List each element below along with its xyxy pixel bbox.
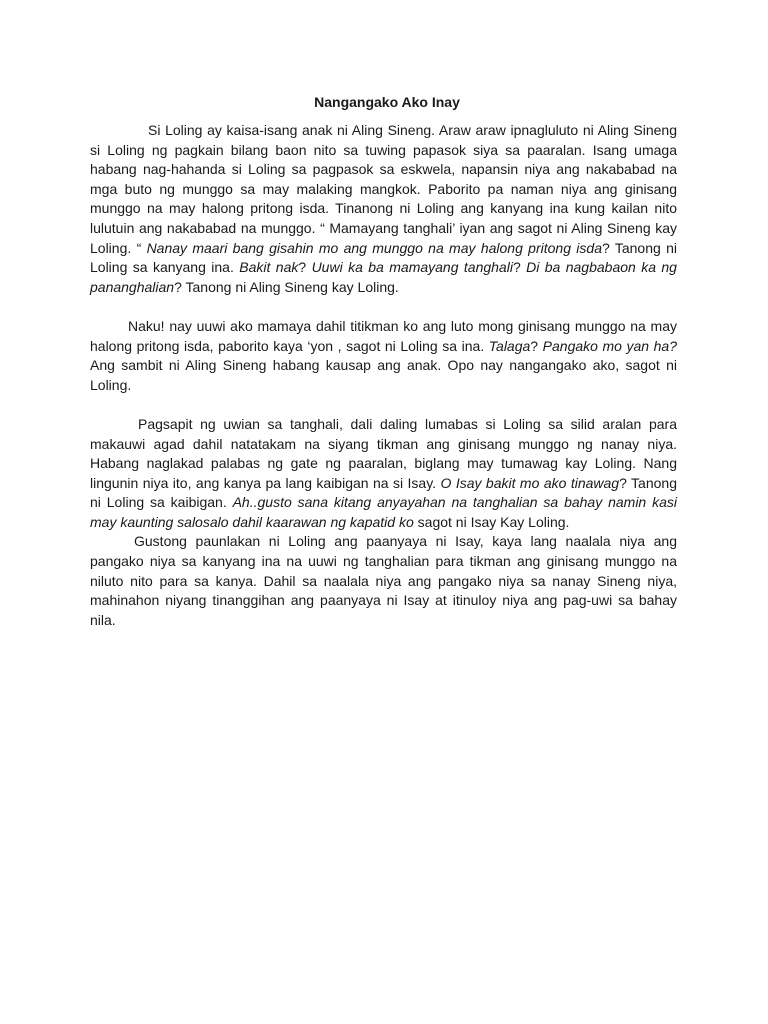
paragraph-2-text-e: Ang sambit ni Aling Sineng habang kausap ang anak. Opo nay nangangako ako, sagot ni Loling. xyxy=(90,357,677,393)
paragraph-2-italic-d: Pangako mo yan ha? xyxy=(542,337,677,354)
paragraph-2-text-c: ? xyxy=(530,337,543,354)
paragraph-1-text-i: ? Tanong ni Aling Sineng kay Loling. xyxy=(174,278,399,295)
paragraph-1-italic-f: Uuwi ka ba mamayang tanghali xyxy=(311,259,513,276)
paragraph-1-italic-d: Bakit nak xyxy=(239,259,299,276)
paragraph-1-text-g: ? xyxy=(512,259,527,276)
document-title: Nangangako Ako Inay xyxy=(314,94,460,110)
paragraph-2-text-a: Naku! nay uuwi ako mamaya dahil titikman ko ang luto mong ginisang munggo na may halong pritong isda, paborito kaya ‘yon , sagot ni Loling sa ina. xyxy=(90,317,677,354)
document-body xyxy=(90,121,677,630)
paragraph-1-text-c: ? Tanong ni Loling sa kanyang ina. xyxy=(90,239,677,276)
paragraph-3-text-e: sagot ni Isay Kay Loling. xyxy=(413,513,570,530)
paragraph-1-italic-b: Nanay maari bang gisahin mo ang munggo na may halong pritong isda xyxy=(146,239,602,256)
paragraph-1 xyxy=(90,121,677,297)
paragraph-1-italic-h: Di ba nagbabaon ka ng pananghalian xyxy=(90,259,677,295)
paragraph-4: Gustong paunlakan ni Loling ang paanyaya ni Isay, kaya lang naalala niya ang pangako niya sa kanyang ina na uuwi ng tanghalian para tikman ang ginisang munggo na niluto nito para sa kanya. Dahil sa naalala niya ang pangako niya sa nanay Sineng niya, mahinahon niyang tinanggihan ang paanyaya ni Isay at itinuloy niya ang pag-uwi sa bahay nila. xyxy=(90,533,677,628)
paragraph-1-text-e: ? xyxy=(298,259,312,276)
paragraph-3-text-a: Pagsapit ng uwian sa tanghali, dali daling lumabas si Loling sa silid aralan para makauwi agad dahil natatakam na siyang tikman ang ginisang munggo ng nanay niya. Habang naglakad palabas ng gate ng paaralan, biglang may tumawag kay Loling. Nang lingunin niya ito, ang kanya pa lang kaibigan na si Isay. xyxy=(90,415,677,491)
paragraph-spacer xyxy=(90,297,677,317)
paragraph-1-text-a: Si Loling ay kaisa-isang anak ni Aling Sineng. Araw araw ipnagluluto ni Aling Sineng si Loling ng pagkain bilang baon nito sa tuwing papasok siya sa paaralan. Isang umaga habang nag-hahanda si Loling sa pagpasok sa eskwela, napansin niya ang nakababad na mga buto ng munggo sa may malaking mangkok. Paborito pa naman niya ang ginisang munggo na may halong pritong isda. Tinanong ni Loling ang kanyang ina kung kailan nito lulutuin ang nakababad na munggo. “ Mamayang tanghali’ iyan ang sagot ni Aling Sineng kay Loling. “ xyxy=(90,122,677,256)
paragraph-3-text-c: ? Tanong ni Loling sa kaibigan. xyxy=(90,474,677,511)
paragraph-2 xyxy=(90,317,677,395)
paragraph-2-italic-b: Talaga xyxy=(488,337,531,354)
paragraph-3-italic-d: Ah..gusto sana kitang anyayahan na tanghalian sa bahay namin kasi may kaunting salosalo dahil kaarawan ng kapatid ko xyxy=(90,494,677,530)
paragraph-spacer xyxy=(90,395,677,415)
paragraph-3-italic-b: O Isay bakit mo ako tinawag xyxy=(440,474,620,491)
paragraph-3 xyxy=(90,415,677,533)
